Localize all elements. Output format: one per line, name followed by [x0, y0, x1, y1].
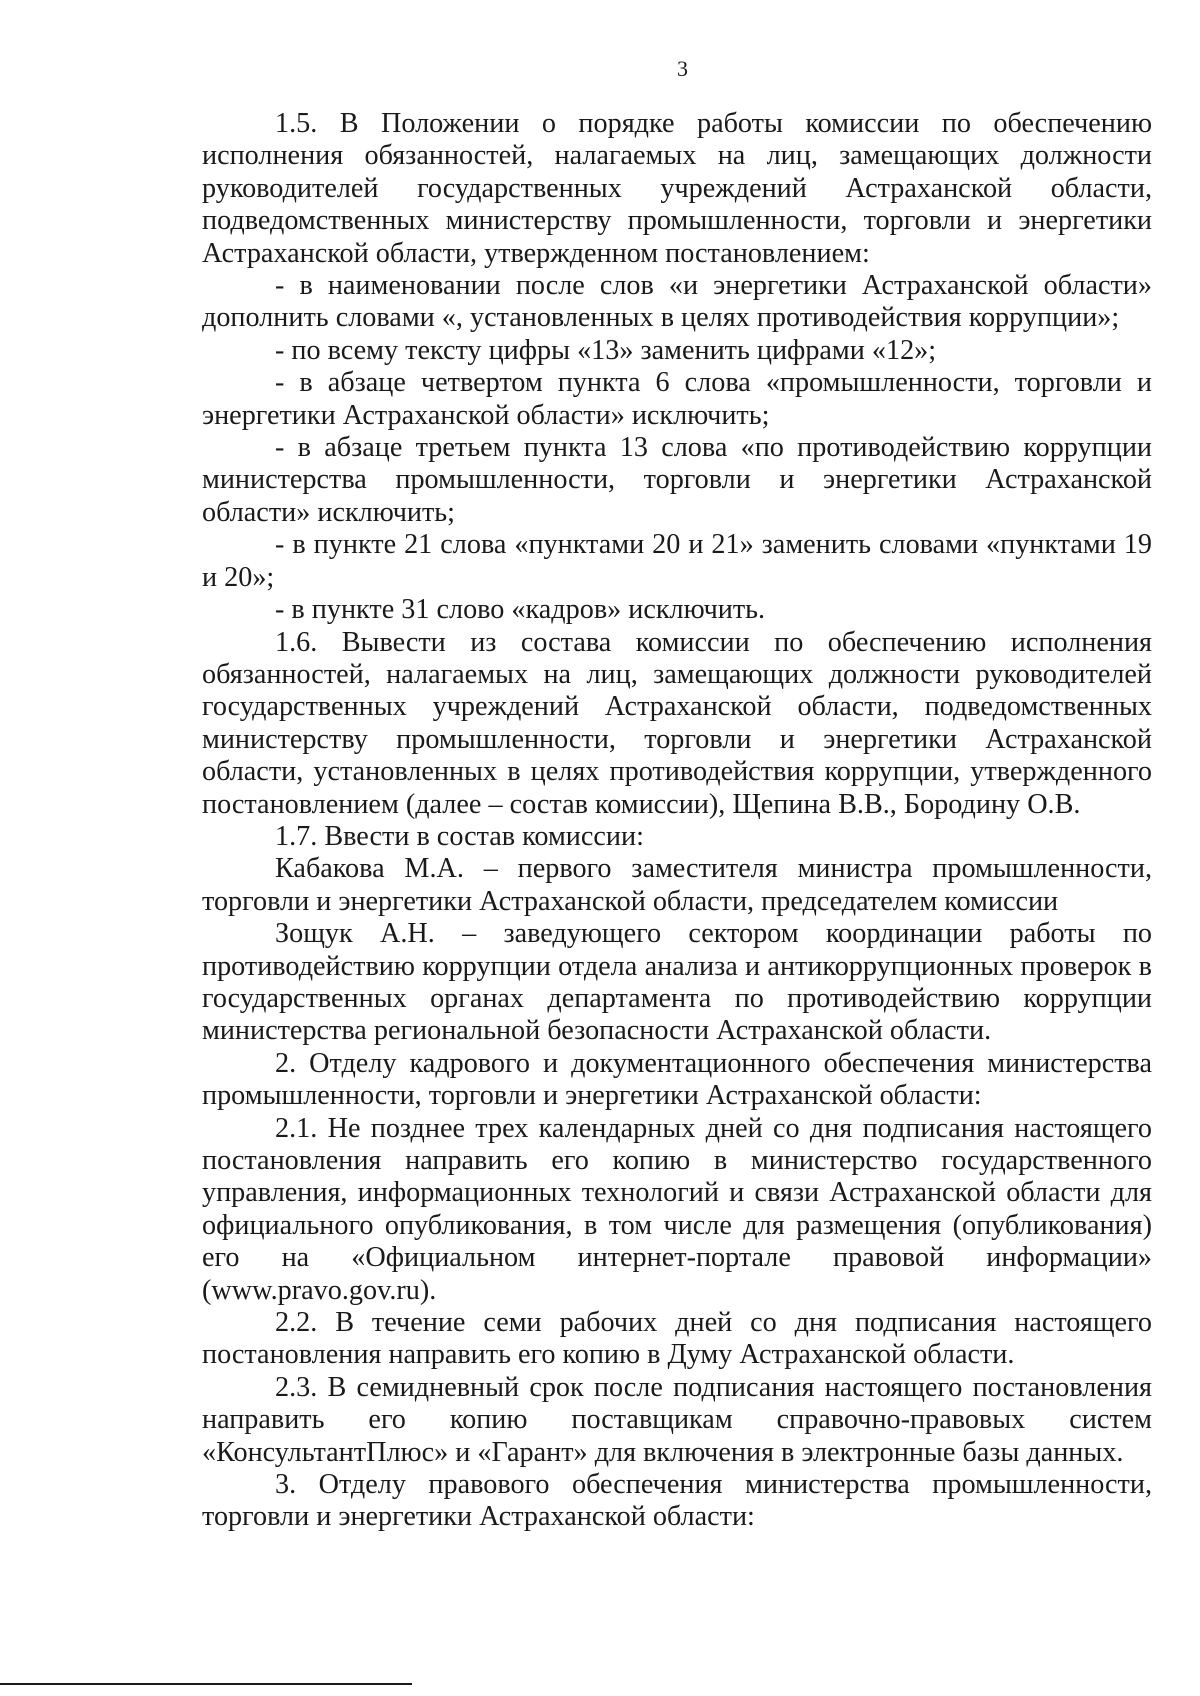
footnote-rule [0, 1683, 412, 1685]
paragraph-item-6-amendment: - в абзаце четвертом пункта 6 слова «промышленности, торговли и энергетики Астраханской области» исключить; [202, 367, 1152, 431]
paragraph-member-zoshchuk: Зощук А.Н. – заведующего сектором координации работы по противодействию коррупции отдела анализа и антикоррупционных проверок в государственных органах департамента по противодействию коррупции министерства региональной безопасности Астраханской области. [202, 918, 1152, 1047]
paragraph-item-13-amendment: - в абзаце третьем пункта 13 слова «по противодействию коррупции министерства промышленности, торговли и энергетики Астраханской области» исключить; [202, 432, 1152, 528]
paragraph-member-kabakov: Кабакова М.А. – первого заместителя министра промышленности, торговли и энергетики Астраханской области, председателем комиссии [202, 853, 1152, 917]
paragraph-2-1: 2.1. Не позднее трех календарных дней со дня подписания настоящего постановления направить его копию в министерство государственного управления, информационных технологий и связи Астраханской области для официального опубликования, в том числе для размещения (опубликования) его на «Официальном интернет-портале правовой информации» (www.pravo.gov.ru). [202, 1112, 1152, 1306]
paragraph-item-21-amendment: - в пункте 21 слова «пунктами 20 и 21» заменить словами «пунктами 19 и 20»; [202, 529, 1152, 593]
paragraph-item-31-amendment: - в пункте 31 слово «кадров» исключить. [275, 594, 766, 626]
paragraph-1-6: 1.6. Вывести из состава комиссии по обеспечению исполнения обязанностей, налагаемых на лиц, замещающих должности руководителей государственных учреждений Астраханской области, подведомственных министерству промышленности, торговли и энергетики Астраханской области, установленных в целях противодействия коррупции, утвержденного постановлением (далее – состав комиссии), Щепина В.В., Бородину О.В. [202, 626, 1152, 820]
paragraph-3: 3. Отделу правового обеспечения министерства промышленности, торговли и энергетики Астраханской области: [202, 1469, 1152, 1533]
document-body [202, 108, 1152, 1534]
paragraph-name-amendment: - в наименовании после слов «и энергетики Астраханской области» дополнить словами «, установленных в целях противодействия коррупции»; [202, 270, 1152, 334]
page-number: 3 [677, 56, 688, 81]
paragraph-2: 2. Отделу кадрового и документационного обеспечения министерства промышленности, торговли и энергетики Астраханской области: [202, 1047, 1152, 1112]
paragraph-1-7: 1.7. Ввести в состав комиссии: [275, 820, 644, 852]
paragraph-digits-amendment: - по всему тексту цифры «13» заменить цифрами «12»; [275, 334, 937, 366]
paragraph-2-3: 2.3. В семидневный срок после подписания настоящего постановления направить его копию поставщикам справочно-правовых систем «КонсультантПлюс» и «Гарант» для включения в электронные базы данных. [202, 1371, 1152, 1468]
paragraph-2-2: 2.2. В течение семи рабочих дней со дня подписания настоящего постановления направить его копию в Думу Астраханской области. [202, 1307, 1152, 1371]
paragraph-1-5: 1.5. В Положении о порядке работы комиссии по обеспечению исполнения обязанностей, налагаемых на лиц, замещающих должности руководителей государственных учреждений Астраханской области, подведомственных министерству промышленности, торговли и энергетики Астраханской области, утвержденном постановлением: [202, 108, 1152, 269]
